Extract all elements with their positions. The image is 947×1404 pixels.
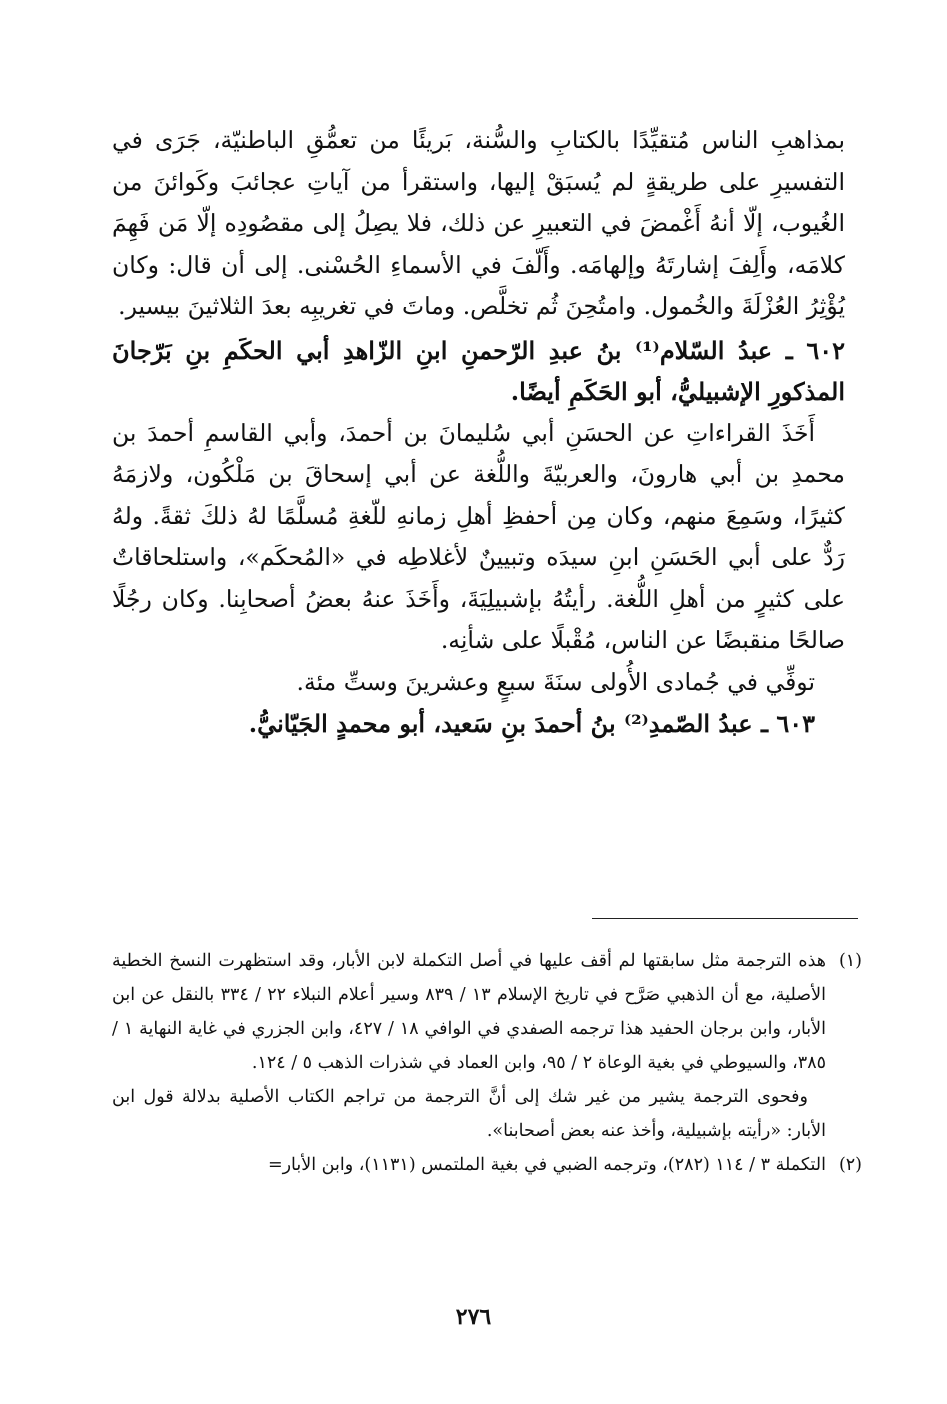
entry-body-602: أَخَذَ القراءاتِ عن الحسَنِ أبي سُليمانَ بن أحمدَ، وأبي القاسمِ أحمدَ بن محمدِ بن أبي هارونَ، والعربيّةَ واللُّغة عن أبي إسحاقَ بن مَلْكُون، ولازمَهُ كثيرًا، وسَمِعَ منهم، وكان مِن أحفظِ أهلِ زمانهِ للّغةِ مُسلَّمًا لهُ ذلكَ ثقةً. ولهُ رَدٌّ على أبي الحَسَنِ ابنِ سيدَه وتبيينٌ لأغلاطِه في «المُحكَم»، واستلحاقاتٌ على كثيرٍ من أهلِ اللُّغة. رأيتُهُ بإشبيلِيَةَ، وأَخَذَ عنهُ بعضُ أصحابِنا. وكان رجُلًا صالحًا منقبضًا عن الناس، مُقْبلًا على شأنِه. xyxy=(112,418,845,654)
footnote-1 xyxy=(112,944,862,1080)
footnote-2 xyxy=(112,1148,862,1182)
footnote-1-text: هذه الترجمة مثل سابقتها لم أقف عليها في أصل التكملة لابن الأبار، وقد استظهرت النسخ الخطية الأصلية، مع أن الذهبي صَرَّح في تاريخ الإسلام ١٣ / ٨٣٩ وسير أعلام النبلاء ٢٢ / ٣٣٤ بالنقل عن ابن الأبار، وابن برجان الحفيد هذا ترجمه الصفدي في الوافي ١٨ / ٤٢٧، وابن الجزري في غاية النهاية ١ / ٣٨٥، والسيوطي في بغية الوعاة ٢ / ٩٥، وابن العماد في شذرات الذهب ٥ / ١٢٤. xyxy=(112,951,827,1073)
death-note-602: توفِّي في جُمادى الأُولى سنَةَ سبعٍ وعشرينَ وستِّ مئة. xyxy=(296,667,815,696)
main-text xyxy=(112,120,845,745)
footnote-2-text: التكملة ٣ / ١١٤ (٢٨٢)، وترجمه الضبي في بغية الملتمس (١١٣١)، وابن الأبار= xyxy=(267,1155,826,1175)
continued-paragraph: بمذاهبِ الناس مُتقيِّدًا بالكتابِ والسُّنة، بَريئًا من تعمُّقِ الباطنيّة، جَرَى في التفسيرِ على طريقةٍ لم يُسبَقْ إليها، واستقرأ من آياتِ عجائبَ وكَوائنَ من الغُيوب، إلّا أنهُ أَغْمضَ في التعبيرِ عن ذلك، فلا يصِلُ إلى مقصُودِه إلّا مَن فَهِمَ كلامَه، وأَلِفَ إشارتَهُ وإلهامَه. وأَلّفَ في الأسماءِ الحُسْنى. إلى أن قال: وكان يُؤْثِرُ العُزْلَةَ والخُمول. وامتُحِنَ ثُم تخلَّص. وماتَ في تغريبِه بعدَ الثلاثينَ بيسير. xyxy=(112,126,845,320)
footnote-1-number: (١) xyxy=(838,951,862,971)
footnote-2-number: (٢) xyxy=(838,1155,862,1175)
entry-heading-602: ٦٠٢ ـ عبدُ السّلام⁽¹⁾ بنُ عبدِ الرّحمنِ ابنِ الزّاهدِ أبي الحكَمِ بنِ بَرّجانَ المذكورِ الإشبيليُّ، أبو الحَكَمِ أيضًا. xyxy=(112,335,845,406)
entry-heading-603: ٦٠٣ ـ عبدُ الصّمدِ⁽²⁾ بنُ أحمدَ بنِ سَعيد، أبو محمدٍ الجَيّانيُّ. xyxy=(248,709,815,738)
footnote-1-continuation: وفحوى الترجمة يشير من غير شك إلى أنَّ الترجمة من تراجم الكتاب الأصلية بدلالة قول ابن الأبار: «رأيته بإشبيلية، وأخذ عنه بعض أصحابنا». xyxy=(112,1087,826,1141)
page-number: ٢٧٦ xyxy=(455,1304,492,1330)
footnote-separator xyxy=(592,918,858,919)
footnotes xyxy=(112,944,862,1182)
